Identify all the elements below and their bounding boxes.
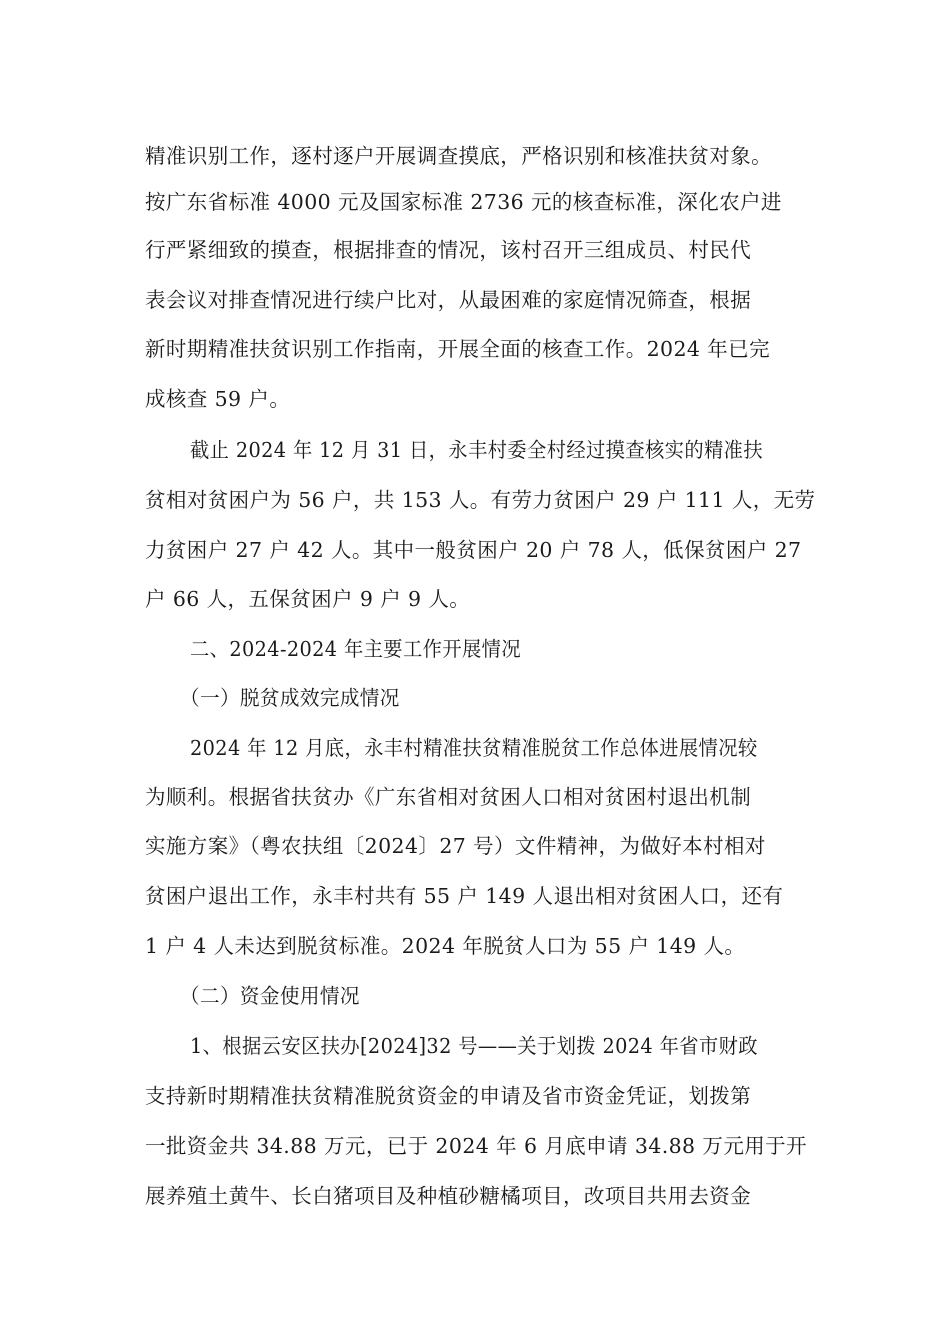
paragraph-line: 按广东省标准 4000 元及国家标准 2736 元的核查标准，深化农户进 <box>145 190 782 214</box>
subsection-heading: （二）资金使用情况 <box>180 984 360 1008</box>
paragraph-line: 1 户 4 人未达到脱贫标准。2024 年脱贫人口为 55 户 149 人。 <box>145 934 746 958</box>
paragraph-line: 精准识别工作，逐村逐户开展调查摸底，严格识别和核准扶贫对象。 <box>145 144 772 168</box>
paragraph-line: 表会议对排查情况进行续户比对，从最困难的家庭情况筛查，根据 <box>145 288 752 312</box>
section-heading: 二、2024-2024 年主要工作开展情况 <box>190 637 521 661</box>
paragraph-line: 贫相对贫困户为 56 户，共 153 人。有劳力贫困户 29 户 111 人，无劳 <box>145 488 816 512</box>
paragraph-line: 成核查 59 户。 <box>145 387 291 411</box>
paragraph-line: 实施方案》（粤农扶组〔2024〕27 号）文件精神，为做好本村相对 <box>145 834 766 858</box>
paragraph-line: 展养殖土黄牛、长白猪项目及种植砂糖橘项目，改项目共用去资金 <box>145 1184 752 1208</box>
paragraph-line: 截止 2024 年 12 月 31 日，永丰村委全村经过摸查核实的精准扶 <box>190 438 764 462</box>
paragraph-line: 贫困户退出工作，永丰村共有 55 户 149 人退出相对贫困人口，还有 <box>145 884 784 908</box>
paragraph-line: 行严紧细致的摸查，根据排查的情况，该村召开三组成员、村民代 <box>145 238 752 262</box>
paragraph-line: 新时期精准扶贫识别工作指南，开展全面的核查工作。2024 年已完 <box>145 337 770 361</box>
paragraph-line: 户 66 人，五保贫困户 9 户 9 人。 <box>145 587 471 611</box>
paragraph-line: 为顺利。根据省扶贫办《广东省相对贫困人口相对贫困村退出机制 <box>145 785 752 809</box>
subsection-heading: （一）脱贫成效完成情况 <box>180 686 400 710</box>
paragraph-line: 一批资金共 34.88 万元，已于 2024 年 6 月底申请 34.88 万元用于开 <box>145 1134 807 1158</box>
paragraph-line: 1、根据云安区扶办[2024]32 号——关于划拨 2024 年省市财政 <box>190 1034 758 1058</box>
paragraph-line: 支持新时期精准扶贫精准脱贫资金的申请及省市资金凭证，划拨第 <box>145 1084 752 1108</box>
paragraph-line: 2024 年 12 月底，永丰村精准扶贫精准脱贫工作总体进展情况较 <box>190 736 758 760</box>
paragraph-line: 力贫困户 27 户 42 人。其中一般贫困户 20 户 78 人，低保贫困户 27 <box>145 538 802 562</box>
